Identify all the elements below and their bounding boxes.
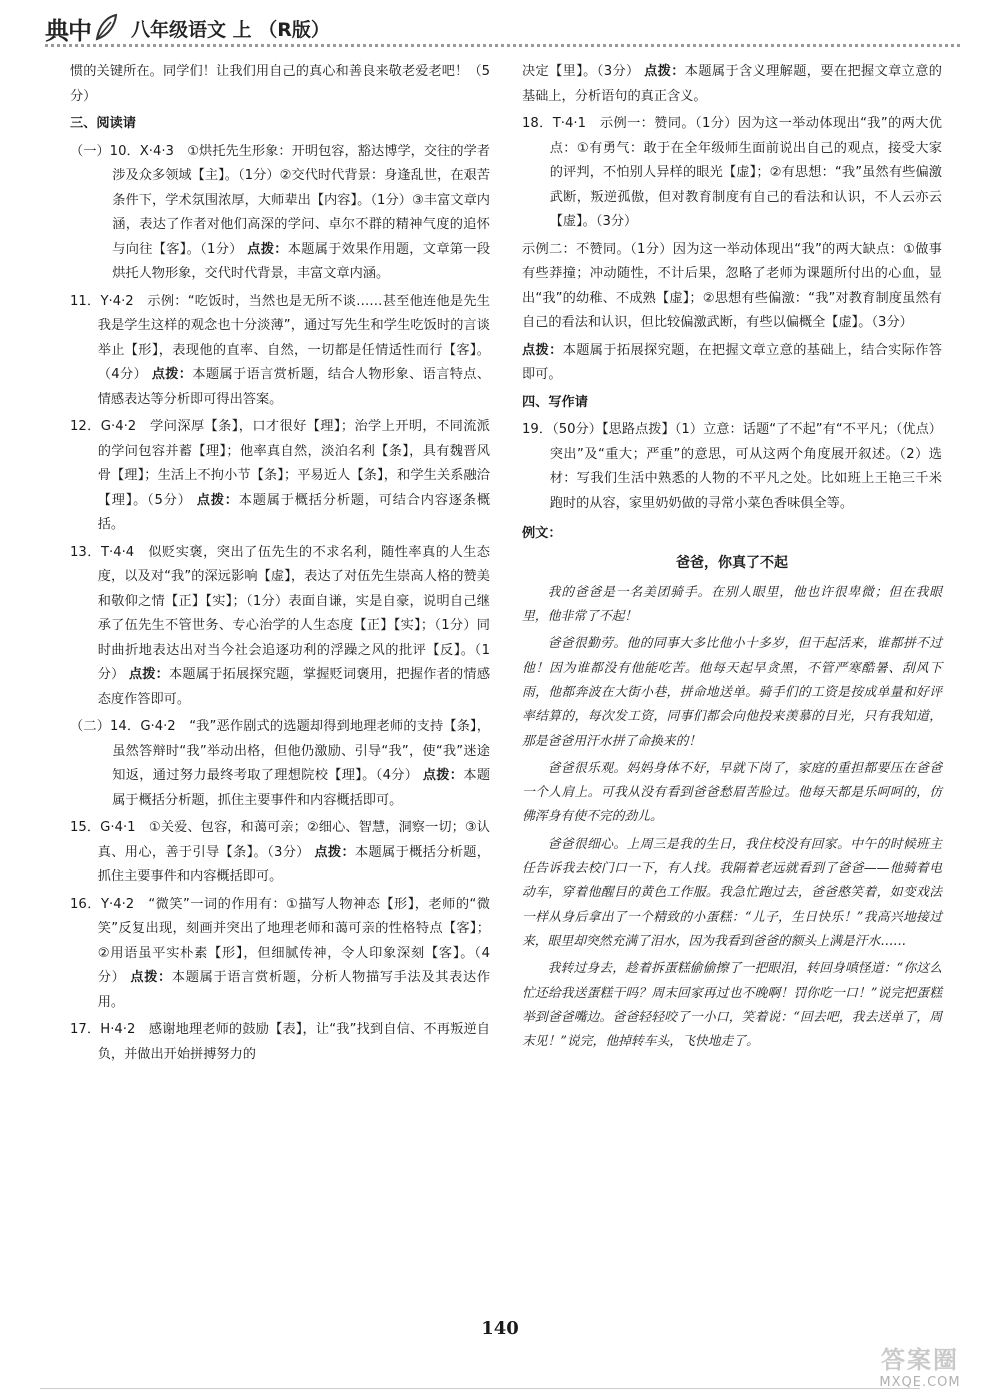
- tip-label: 点拨：: [128, 667, 170, 682]
- watermark-main-text: 答案圈: [881, 1346, 959, 1374]
- example-label: 例文：: [522, 526, 562, 541]
- tip-label: 点拨：: [314, 844, 355, 860]
- answer-13-text: 13．T·4·4 似贬实褒，突出了伍先生的不求名利，随性率真的人生态度，以及对“我”的深远影响【虚】，表达了对伍先生崇高人格的赞美和敬仰之情【正】【实】；（1分）表面自谦，实是自豪，说明自己继承了伍先生不管世务、专心治学的人生态度【正】【实】；（1分）同时曲折地表达出对当今社会追逐功利的浮躁之风的批评【反】。（1分）: [70, 544, 490, 682]
- answer-11-text: 11．Y·4·2 示例：“吃饭时，当然也是无所不谈……甚至他连他是先生我是学生这样的观念也十分淡薄”，通过写先生和学生吃饭时的言谈举止【形】，表现他的直率、自然，一切都是任情适性而行【客】。（4分）: [70, 293, 490, 382]
- watermark-sub-text: MXQE.COM: [879, 1375, 961, 1390]
- answer-16-text: 16．Y·4·2 “微笑”一词的作用有：①描写人物神态【形】，老师的“微笑”反复出现，刻画并突出了地理老师和蔼可亲的性格特点【客】；②用语虽平实朴素【形】，但细腻传神，令人印象深刻【客】。（4分）: [70, 896, 490, 985]
- logo: [45, 11, 119, 46]
- tip-label: 点拨：: [151, 367, 193, 382]
- answer-18-example-2: 示例二：不赞同。（1分）因为这一举动体现出“我”的两大缺点：①做事有些莽撞；冲动随性，不计后果，忽略了老师为课题所付出的心血，显出“我”的幼稚、不成熟【虚】；②思想有些偏激：“我”对教育制度虽然有自己的看法和认识，但比较偏激武断，有些以偏概全【虚】。（3分）: [522, 241, 942, 330]
- answer-17: 17．H·4·2 感谢地理老师的鼓励【表】，让“我”找到自信、不再叛逆自负，并做出开始拼搏努力的: [70, 1022, 490, 1062]
- essay-paragraph: 爸爸很细心。上周三是我的生日，我住校没有回家。中午的时候班主任告诉我去校门口一下，有人找。我隔着老远就看到了爸爸——他骑着电动车，穿着他醒目的黄色工作服。我急忙跑过去，爸爸憨笑着，如变戏法一样从身后拿出了一个精致的小蛋糕：“儿子，生日快乐！”我高兴地接过来，眼里却突然充满了泪水，因为我看到爸爸的额头上满是汗水……: [522, 836, 942, 949]
- answer-10-tip: 本题属于效果作用题，文章第一段烘托人物形象，交代时代背景，丰富文章内涵。: [112, 241, 491, 281]
- leaf-icon: [93, 13, 119, 43]
- section-heading-reading: 三、阅读请: [70, 116, 136, 131]
- answer-14-tip: 本题属于概括分析题，抓住主要事件和内容概括即可。: [112, 768, 491, 808]
- essay-paragraph: 爸爸很乐观。妈妈身体不好，早就下岗了，家庭的重担都要压在爸爸一个人肩上。可我从没有看到爸爸愁眉苦脸过。他每天都是乐呵呵的，仿佛浑身有使不完的劲儿。: [522, 760, 942, 825]
- answer-15-text: 15．G·4·1 ①关爱、包容，和蔼可亲；②细心、智慧，洞察一切；③认真、用心，善于引导【条】。（3分）: [70, 820, 490, 860]
- answer-18-tip-line: [522, 339, 942, 388]
- tip-label: 点拨：: [247, 241, 288, 257]
- left-column: [70, 60, 490, 1070]
- essay-paragraph: 我转过身去，趁着拆蛋糕偷偷擦了一把眼泪，转回身嗔怪道：“你这么忙还给我送蛋糕干吗？周末回家再过也不晚啊！罚你吃一口！”说完把蛋糕举到爸爸嘴边。爸爸轻轻咬了一小口，笑着说：“回去吧，我去送单了，周末见！”说完，他掉转车头，飞快地走了。: [522, 961, 942, 1050]
- tip-label: 点拨：: [196, 492, 239, 508]
- answer-14: [70, 715, 490, 813]
- answer-13-tip: 本题属于拓展探究题，掌握贬词褒用，把握作者的情感态度作答即可。: [97, 667, 491, 707]
- answer-17-continued: [522, 60, 942, 109]
- answer-17-cont-text: 决定【里】。（3分）: [522, 64, 640, 79]
- answer-12: [70, 415, 490, 538]
- answer-10-text: （一）10．X·4·3 ①烘托先生形象：开明包容，豁达博学，交往的学者涉及众多领域【主】。（1分）②交代时代背景：身逢乱世，在艰苦条件下，学术氛围浓厚，大师辈出【内容】。（1分）③丰富文章内涵，表达了作者对他们高深的学问、卓尔不群的精神气度的追怀与向往【客】。（1分）: [70, 143, 490, 257]
- essay-paragraph: 爸爸很勤劳。他的同事大多比他小十多岁，但干起活来，谁都拼不过他！因为谁都没有他能吃苦。他每天起早贪黑，不管严寒酷暑、刮风下雨，他都奔波在大街小巷，拼命地送单。骑手们的工资是按成单量和好评率结算的，每次发工资，同事们都会向他投来羡慕的目光，只有我知道，那是爸爸用汗水拼了命换来的！: [522, 636, 942, 749]
- footer-divider: [40, 1388, 920, 1389]
- answer-15: [70, 816, 490, 890]
- answer-10: [70, 140, 490, 287]
- example-essay: [522, 551, 942, 1055]
- text-continuation: 惯的关键所在。同学们！让我们用自己的真心和善良来敬老爱老吧！（5分）: [70, 64, 490, 104]
- tip-label: 点拨：: [130, 970, 172, 985]
- answer-16-tip: 本题属于语言赏析题，分析人物描写手法及其表达作用。: [97, 970, 491, 1010]
- header-divider: [45, 44, 960, 47]
- answer-13: [70, 541, 490, 713]
- tip-label: 点拨：: [522, 342, 563, 358]
- answer-18-tip: 本题属于拓展探究题，在把握文章立意的基础上，结合实际作答即可。: [522, 342, 943, 382]
- answer-11-tip: 本题属于语言赏析题，结合人物形象、语言特点、情感表达等分析即可得出答案。: [97, 367, 491, 407]
- section-heading-writing: 四、写作请: [522, 394, 588, 410]
- answer-15-tip: 本题属于概括分析题，抓住主要事件和内容概括即可。: [97, 844, 490, 884]
- tip-label: 点拨：: [422, 768, 464, 783]
- header-title: 八年级语文 上 （R版）: [131, 18, 330, 41]
- answer-11: [70, 290, 490, 413]
- answer-19: 19．（50分）【思路点拨】（1）立意：话题“了不起”有“不平凡；（优点）突出”及“重大；严重”的意思，可从这两个角度展开叙述。（2）选材：写我们生活中熟悉的人物的不平凡之处。比如班上王艳三千米跑时的从容，家里奶奶做的寻常小菜色香味俱全等。: [522, 422, 942, 511]
- page-number: 140: [481, 1318, 519, 1339]
- answer-18: 18．T·4·1 示例一：赞同。（1分）因为这一举动体现出“我”的两大优点：①有勇气：敢于在全年级师生面前说出自己的观点，接受大家的评判，不怕别人异样的眼光【虚】；②有思想：“我”虽然有些偏激武断，叛逆孤傲，但对教育制度有自己的看法和认识，不人云亦云【虚】。（3分）: [522, 116, 942, 229]
- logo-text: 典中: [45, 15, 91, 45]
- answer-12-text: 12．G·4·2 学问深厚【条】，口才很好【理】；治学上开明，不同流派的学问包容并蓄【理】；他率真自然，淡泊名利【条】，具有魏晋风骨【理】；生活上不拘小节【条】；平易近人【条】，和学生关系融洽【理】。（5分）: [70, 419, 490, 508]
- answer-17-tip: 本题属于含义理解题，要在把握文章立意的基础上，分析语句的真正含义。: [522, 64, 942, 104]
- answer-14-text: （二）14．G·4·2 “我”恶作剧式的选题却得到地理老师的支持【条】，虽然答辩时“我”举动出格，但他仍激励、引导“我”，使“我”迷途知返，通过努力最终考取了理想院校【理】。（4分）: [70, 719, 490, 783]
- essay-title: 爸爸，你真了不起: [676, 554, 788, 571]
- watermark-logo: [850, 1340, 990, 1392]
- page-header: [45, 8, 960, 48]
- answer-12-tip: 本题属于概括分析题，可结合内容逐条概括。: [97, 492, 491, 532]
- answer-16: [70, 893, 490, 1016]
- right-column: [522, 60, 942, 1057]
- essay-paragraph: 我的爸爸是一名美团骑手。在别人眼里，他也许很卑微；但在我眼里，他非常了不起！: [522, 584, 942, 625]
- tip-label: 点拨：: [644, 64, 685, 79]
